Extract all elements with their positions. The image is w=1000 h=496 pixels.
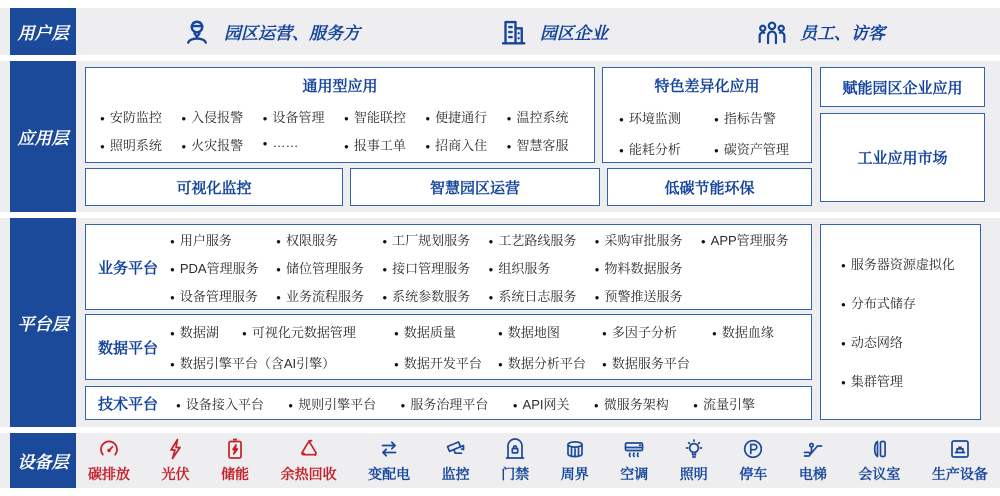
platform-item: ● PDA管理服务 xyxy=(170,258,276,277)
layer-label-user: 用户层 xyxy=(10,8,76,55)
gauge-icon xyxy=(97,437,121,461)
layer-user xyxy=(0,8,1000,55)
layer-device xyxy=(0,433,1000,488)
device-energy-storage xyxy=(221,437,249,484)
platform-item: ● 服务治理平台 xyxy=(400,394,488,413)
app-item: ● 碳资产管理 xyxy=(714,139,811,158)
people-icon xyxy=(756,17,788,47)
app-item: ● 温控系统 xyxy=(507,107,588,126)
device-label: 监控 xyxy=(441,466,470,482)
device-label: 照明 xyxy=(679,466,708,482)
platform-item: ● 储位管理服务 xyxy=(276,258,382,277)
platform-item: ● 可视化元数据管理 xyxy=(242,322,394,341)
production-equipment-icon xyxy=(948,437,972,461)
infra-item: ● 集群管理 xyxy=(841,371,980,390)
general-apps-box xyxy=(85,67,595,163)
platform-item: ● 权限服务 xyxy=(276,230,382,249)
swap-arrows-icon xyxy=(377,437,401,461)
device-label: 电梯 xyxy=(798,466,827,482)
layer-label-device: 设备层 xyxy=(10,433,76,488)
platform-item: ● 数据引擎平台（含AI引擎） xyxy=(170,353,394,372)
app-item: ● 报事工单 xyxy=(344,135,425,154)
infra-item: ● 动态网络 xyxy=(841,332,980,351)
app-item: ● 招商入住 xyxy=(425,135,506,154)
lightning-icon xyxy=(164,437,188,461)
platform-item: ● 规则引擎平台 xyxy=(288,394,376,413)
worker-icon xyxy=(182,17,212,47)
industrial-app-market-box xyxy=(820,113,985,202)
platform-item: ● 接口管理服务 xyxy=(382,258,488,277)
user-group-label: 员工、访客 xyxy=(800,24,885,43)
layer-label-application: 应用层 xyxy=(10,61,76,212)
general-apps-items xyxy=(86,96,594,154)
platform-item: ● 数据湖 xyxy=(170,322,242,341)
platform-item: ● 组织服务 xyxy=(488,258,594,277)
layer-application xyxy=(0,61,1000,212)
platform-item: ● 微服务架构 xyxy=(594,394,669,413)
platform-item: ● 数据血缘 xyxy=(712,322,807,341)
infra-item: ● 服务器资源虚拟化 xyxy=(841,254,980,273)
device-label: 生产设备 xyxy=(931,466,988,482)
device-label: 余热回收 xyxy=(280,466,337,482)
data-platform-items xyxy=(170,322,811,372)
app-item: ● 设备管理 xyxy=(263,107,344,126)
device-air-conditioning xyxy=(620,437,648,484)
battery-icon xyxy=(223,437,247,461)
platform-item: ● 设备管理服务 xyxy=(170,286,276,305)
device-label: 储能 xyxy=(221,466,250,482)
device-label: 碳排放 xyxy=(88,466,130,482)
platform-item: ● 系统参数服务 xyxy=(382,286,488,305)
device-access-control xyxy=(501,437,529,484)
platform-item: ● 预警推送服务 xyxy=(595,286,701,305)
empower-enterprise-apps-box xyxy=(820,67,985,107)
device-label: 空调 xyxy=(620,466,649,482)
app-item: ● …… xyxy=(263,135,344,154)
escalator-icon xyxy=(801,437,825,461)
business-platform-title: 业务平台 xyxy=(97,259,158,277)
user-group-staff-visitors xyxy=(756,8,885,55)
infrastructure-box xyxy=(820,224,981,420)
perimeter-icon xyxy=(563,437,587,461)
device-meeting-room xyxy=(858,437,900,484)
device-label: 周界 xyxy=(560,466,589,482)
device-power-distribution xyxy=(368,437,410,484)
app-item: ● 照明系统 xyxy=(100,135,181,154)
box-title: 低碳节能环保 xyxy=(664,179,755,197)
device-label: 变配电 xyxy=(368,466,411,482)
visual-monitoring-box xyxy=(85,168,343,206)
app-item: ● 入侵报警 xyxy=(181,107,262,126)
layer-label-platform: 平台层 xyxy=(10,218,76,427)
low-carbon-box xyxy=(607,168,812,206)
device-carbon-emission xyxy=(88,437,130,484)
platform-item: ● 工厂规划服务 xyxy=(382,230,488,249)
special-apps-title: 特色差异化应用 xyxy=(654,78,760,95)
platform-item: ● 业务流程服务 xyxy=(276,286,382,305)
device-elevator xyxy=(799,437,827,484)
platform-item: ● 系统日志服务 xyxy=(488,286,594,305)
platform-item: ● 数据服务平台 xyxy=(602,353,712,372)
platform-item: ● 用户服务 xyxy=(170,230,276,249)
general-apps-title: 通用型应用 xyxy=(302,78,378,95)
app-item: ● 火灾报警 xyxy=(181,135,262,154)
platform-item: ● 物料数据服务 xyxy=(595,258,701,277)
app-item: ● 能耗分析 xyxy=(619,139,714,158)
meeting-room-icon xyxy=(867,437,891,461)
device-surveillance xyxy=(442,437,470,484)
device-parking xyxy=(739,437,767,484)
device-label: 门禁 xyxy=(501,466,530,482)
special-apps-box xyxy=(602,67,812,163)
app-item: ● 安防监控 xyxy=(100,107,181,126)
device-waste-heat-recovery xyxy=(281,437,337,484)
platform-item: ● 数据开发平台 xyxy=(394,353,498,372)
app-item: ● 智能联控 xyxy=(344,107,425,126)
platform-item: ● 数据地图 xyxy=(498,322,602,341)
device-label: 会议室 xyxy=(858,466,901,482)
platform-item: ● 多因子分析 xyxy=(602,322,712,341)
parking-icon xyxy=(741,437,765,461)
building-icon xyxy=(498,17,528,47)
user-group-label: 园区运营、服务方 xyxy=(224,24,360,43)
device-perimeter xyxy=(561,437,589,484)
box-title: 可视化监控 xyxy=(176,179,252,197)
recycle-icon xyxy=(297,437,321,461)
platform-item: ● 采购审批服务 xyxy=(595,230,701,249)
smart-park-operation-box xyxy=(350,168,600,206)
data-platform-box xyxy=(85,314,812,380)
business-platform-items xyxy=(170,230,811,305)
platform-item: ● 设备接入平台 xyxy=(176,394,264,413)
device-lighting xyxy=(680,437,708,484)
infra-item: ● 分布式储存 xyxy=(841,293,980,312)
platform-item: ● 流量引擎 xyxy=(693,394,755,413)
platform-item: ● 工艺路线服务 xyxy=(488,230,594,249)
user-group-enterprises xyxy=(498,8,608,55)
device-label: 光伏 xyxy=(161,466,190,482)
air-conditioner-icon xyxy=(622,437,646,461)
door-lock-icon xyxy=(503,437,527,461)
tech-platform-items xyxy=(176,394,811,413)
device-row xyxy=(88,433,988,488)
tech-platform-title: 技术平台 xyxy=(98,395,159,413)
device-photovoltaic xyxy=(162,437,190,484)
light-bulb-icon xyxy=(682,437,706,461)
platform-item: ● API网关 xyxy=(513,394,570,413)
business-platform-box xyxy=(85,224,812,310)
special-apps-items xyxy=(603,96,811,158)
box-title: 赋能园区企业应用 xyxy=(842,79,963,97)
app-item: ● 指标告警 xyxy=(714,108,811,127)
platform-item: ● 数据分析平台 xyxy=(498,353,602,372)
user-group-operators xyxy=(182,8,360,55)
app-item: ● 便捷通行 xyxy=(425,107,506,126)
box-title: 智慧园区运营 xyxy=(429,179,520,197)
device-label: 停车 xyxy=(739,466,768,482)
platform-item: ● 数据质量 xyxy=(394,322,498,341)
platform-item: ● APP管理服务 xyxy=(701,230,807,249)
user-group-label: 园区企业 xyxy=(540,24,608,43)
app-item: ● 智慧客服 xyxy=(507,135,588,154)
data-platform-title: 数据平台 xyxy=(97,339,158,357)
tech-platform-box xyxy=(85,386,812,420)
device-production-equipment xyxy=(932,437,988,484)
app-item: ● 环境监测 xyxy=(619,108,714,127)
box-title: 工业应用市场 xyxy=(857,150,948,167)
layer-platform xyxy=(0,218,1000,427)
cctv-icon xyxy=(444,437,468,461)
